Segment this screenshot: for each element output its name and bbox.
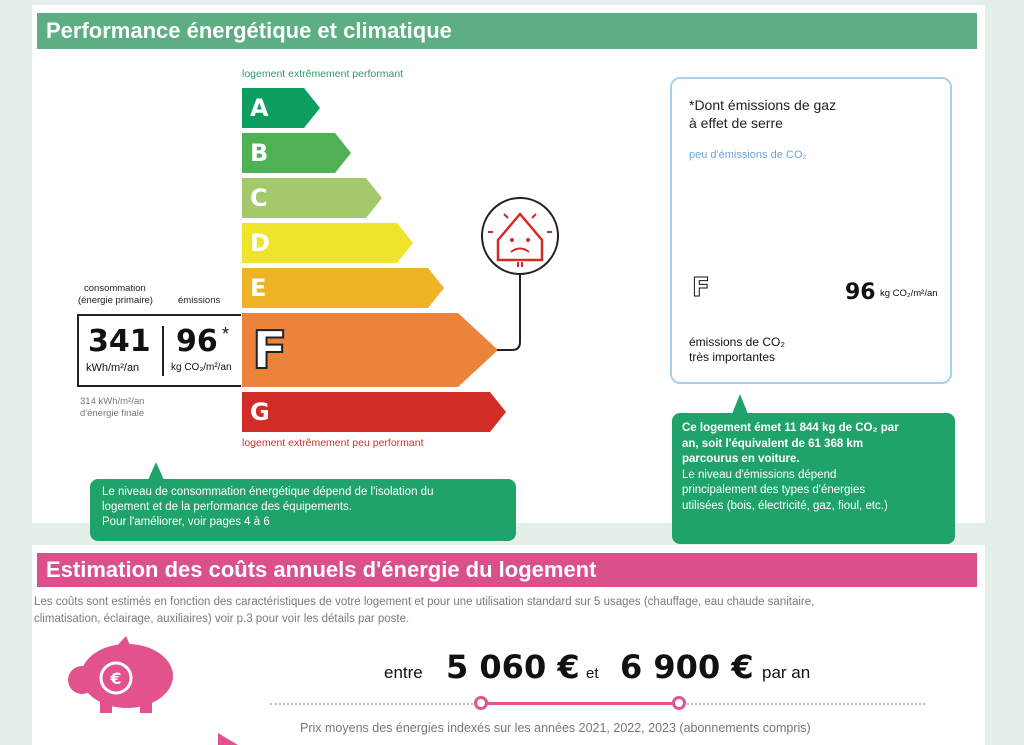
- ges-bottom-label: [689, 335, 785, 365]
- ges-unit: kg CO₂/m²/an: [880, 288, 938, 299]
- ges-bubble-line: principalement des types d'énergies: [682, 484, 866, 496]
- cost-high-marker: [672, 696, 686, 710]
- costs-description: [34, 594, 982, 628]
- ges-class-letter-g: G: [692, 314, 702, 328]
- emissions-unit: kg CO₂/m²/an: [171, 362, 232, 373]
- svg-text:€: €: [110, 669, 122, 688]
- energy-bubble-line: logement et de la performance des équipements.: [102, 501, 352, 513]
- costs-section-title: Estimation des coûts annuels d'énergie du logement: [37, 553, 977, 587]
- consumption-sublabel: (énergie primaire): [78, 295, 153, 306]
- consumption-label: consommation: [84, 283, 146, 294]
- bubble-tail: [148, 462, 164, 480]
- emissions-asterisk: *: [222, 324, 230, 344]
- connector-line: [497, 272, 520, 350]
- emissions-label: émissions: [178, 295, 221, 306]
- energy-class-letter-b: B: [250, 139, 269, 167]
- sad-house-icon: [482, 198, 558, 274]
- ges-class-letter-f: F: [692, 273, 710, 303]
- energy-class-letter-g: G: [250, 398, 270, 426]
- energy-class-letter-a: A: [250, 94, 269, 122]
- energy-class-bar-g: [242, 392, 506, 432]
- ges-bottom-line: très importantes: [689, 350, 776, 364]
- ges-bubble-line: Le niveau d'émissions dépend: [682, 468, 837, 481]
- energy-bubble-line: Pour l'améliorer, voir pages 4 à 6: [102, 516, 270, 528]
- ges-bubble-line: an, soit l'équivalent de 61 368 km: [682, 437, 864, 450]
- bottom-performance-label: logement extrêmement peu performant: [242, 437, 424, 449]
- ges-class-letter-e: E: [692, 253, 701, 267]
- consumption-value: 341: [88, 324, 151, 359]
- energy-class-letter-f: F: [252, 321, 288, 381]
- ges-info-bubble: [672, 413, 955, 544]
- energy-class-letter-e: E: [250, 274, 267, 302]
- ges-bottom-line: émissions de CO₂: [689, 335, 786, 349]
- ges-top-label: peu d'émissions de CO₂: [689, 149, 807, 161]
- ges-value: 96: [845, 280, 876, 305]
- ges-bubble-line: parcourus en voiture.: [682, 453, 800, 465]
- consumption-unit: kWh/m²/an: [86, 362, 140, 374]
- ges-note: [689, 96, 836, 132]
- between-label: entre: [384, 663, 423, 682]
- top-performance-label: logement extrêmement performant: [242, 68, 404, 80]
- cost-footnote: Prix moyens des énergies indexés sur les années 2021, 2022, 2023 (abonnements compris): [300, 721, 811, 735]
- final-energy-value: 314 kWh/m²/an: [80, 396, 145, 407]
- ges-class-letter-b: B: [692, 190, 702, 204]
- pink-arrow-decoration: [218, 733, 238, 745]
- energy-info-bubble: [90, 479, 516, 541]
- energy-bubble-line: Le niveau de consommation énergétique dépend de l'isolation du: [102, 486, 434, 498]
- final-energy-label: d'énergie finale: [80, 408, 145, 419]
- emissions-value: 96: [176, 324, 218, 359]
- costs-description-line: climatisation, éclairage, auxiliaires) voir p.3 pour voir les détails par poste.: [34, 613, 410, 625]
- energy-class-letter-d: D: [250, 229, 270, 257]
- ges-bubble-tail: [732, 394, 748, 414]
- ges-bubble-line: utilisées (bois, électricité, gaz, fioul, etc.): [682, 499, 888, 512]
- box-divider: [162, 326, 164, 376]
- cost-high: 6 900 €: [620, 648, 754, 686]
- ges-class-letter-d: D: [692, 232, 702, 246]
- energy-class-letter-c: C: [250, 184, 268, 212]
- cost-low: 5 060 €: [446, 648, 580, 686]
- per-year-label: par an: [762, 663, 811, 682]
- energy-class-bar-e: [242, 268, 444, 308]
- cost-low-marker: [474, 696, 488, 710]
- ges-class-letter-c: C: [692, 211, 701, 225]
- costs-description-line: Les coûts sont estimés en fonction des caractéristiques de votre logement et pour une utilisation standard sur 5 usages (chauffage, eau chaude sanitaire,: [34, 596, 815, 608]
- cost-range-bar: [481, 702, 679, 705]
- ges-bubble-line: Ce logement émet 11 844 kg de CO₂ par: [682, 422, 899, 434]
- ges-note-line: à effet de serre: [689, 115, 783, 131]
- energy-section-title: Performance énergétique et climatique: [37, 13, 977, 49]
- piggy-bank-icon: [68, 636, 173, 713]
- ges-class-letter-a: A: [692, 169, 702, 183]
- and-label: et: [586, 665, 599, 682]
- ges-note-line: *Dont émissions de gaz: [689, 97, 837, 113]
